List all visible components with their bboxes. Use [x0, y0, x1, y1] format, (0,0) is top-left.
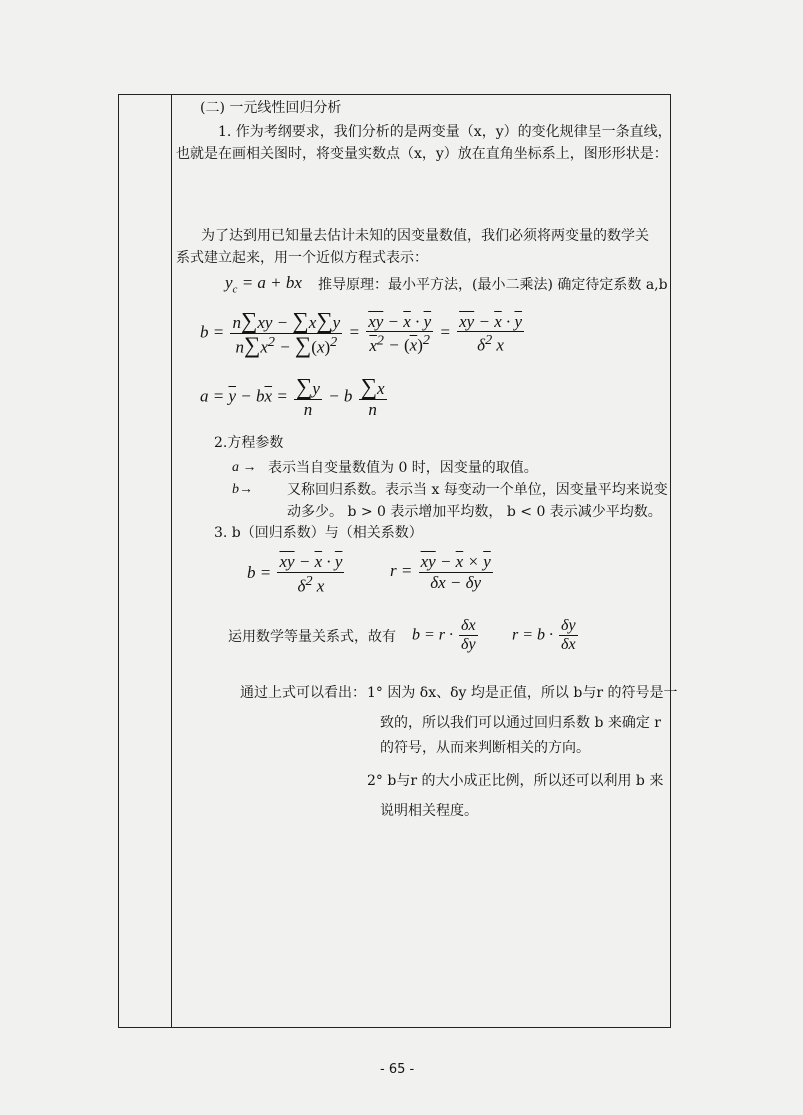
heading-b-and-r: 3. b（回归系数）与（相关系数）: [214, 525, 423, 541]
column-divider: [171, 95, 172, 1027]
paragraph-2-line-2: 系式建立起来，用一个近似方程式表示：: [176, 250, 428, 266]
heading-parameters: 2.方程参数: [214, 435, 284, 451]
param-a-symbol: a →: [232, 460, 257, 475]
formula-b-delta: b = $\frac{\overline{xy} - \overline{x} \cdot \overline{y}}{\delta^2 x}$: [247, 552, 343, 596]
param-b-text-line-2: 动多少。 b > 0 表示增加平均数， b < 0 表示减少平均数。: [287, 504, 662, 520]
formula-r-from-b: r = b · $\frac{\delta y}{\delta x}$: [512, 617, 576, 654]
point-2-line-1: 2° b与r 的大小成正比例，所以还可以利用 b 来: [367, 773, 664, 789]
derivation-note: 推导原理：最小平方法，(最小二乘法) 确定待定系数 a,b: [318, 277, 668, 293]
regression-equation: $y_c = a$ + bx: [225, 273, 302, 296]
paragraph-1-line-2: 也就是在画相关图时，将变量实数点（x，y）放在直角坐标系上，图形形状是：: [176, 146, 668, 162]
param-b-text-line-1: 又称回归系数。表示当 x 每变动一个单位，因变量平均来说变: [287, 482, 668, 498]
relation-intro: 运用数学等量关系式，故有: [228, 629, 396, 645]
formula-r: r = $\frac{\overline{xy} - \overline{x} \times \overline{y}}{\delta x - \delta y}$: [390, 552, 491, 592]
point-1-line-1: 1° 因为 δx、δy 均是正值，所以 b与r 的符号是一: [367, 685, 678, 701]
page-number: - 65 -: [380, 1062, 415, 1077]
paragraph-1-line-1: 1. 作为考纲要求，我们分析的是两变量（x，y）的变化规律呈一条直线，: [218, 124, 672, 140]
formula-b: b = $\frac{n\sum xy - \sum x\sum y}{n\sum x^2 - \sum(x)^2}$ = $\frac{\overline{xy} - \overline{x} \cdot \overline{y}}{x^2 - (\overline{x})^2}$ = $\frac{\overline{xy} - \overline{x} \cdot \overline{y}}{\delta^2 x}$: [200, 308, 523, 358]
section-title: (二) 一元线性回归分析: [200, 100, 342, 116]
param-b-symbol: b→: [232, 482, 253, 497]
point-2-line-2: 说明相关程度。: [380, 803, 478, 819]
param-a-text: 表示当自变量数值为 0 时，因变量的取值。: [268, 460, 538, 476]
point-1-line-2: 致的，所以我们可以通过回归系数 b 来确定 r: [380, 715, 662, 731]
paragraph-2-line-1: 为了达到用已知量去估计未知的因变量数值，我们必须将两变量的数学关: [201, 228, 649, 244]
point-1-line-3: 的符号，从而来判断相关的方向。: [380, 740, 590, 756]
formula-a: $a = \overline{y} - b\overline{x}$ = $\frac{\sum y}{n}$ − b $\frac{\sum x}{n}$: [200, 374, 385, 419]
conclusion-intro: 通过上式可以看出：: [240, 685, 366, 701]
formula-b-from-r: b = r · $\frac{\delta x}{\delta y}$: [412, 617, 476, 654]
